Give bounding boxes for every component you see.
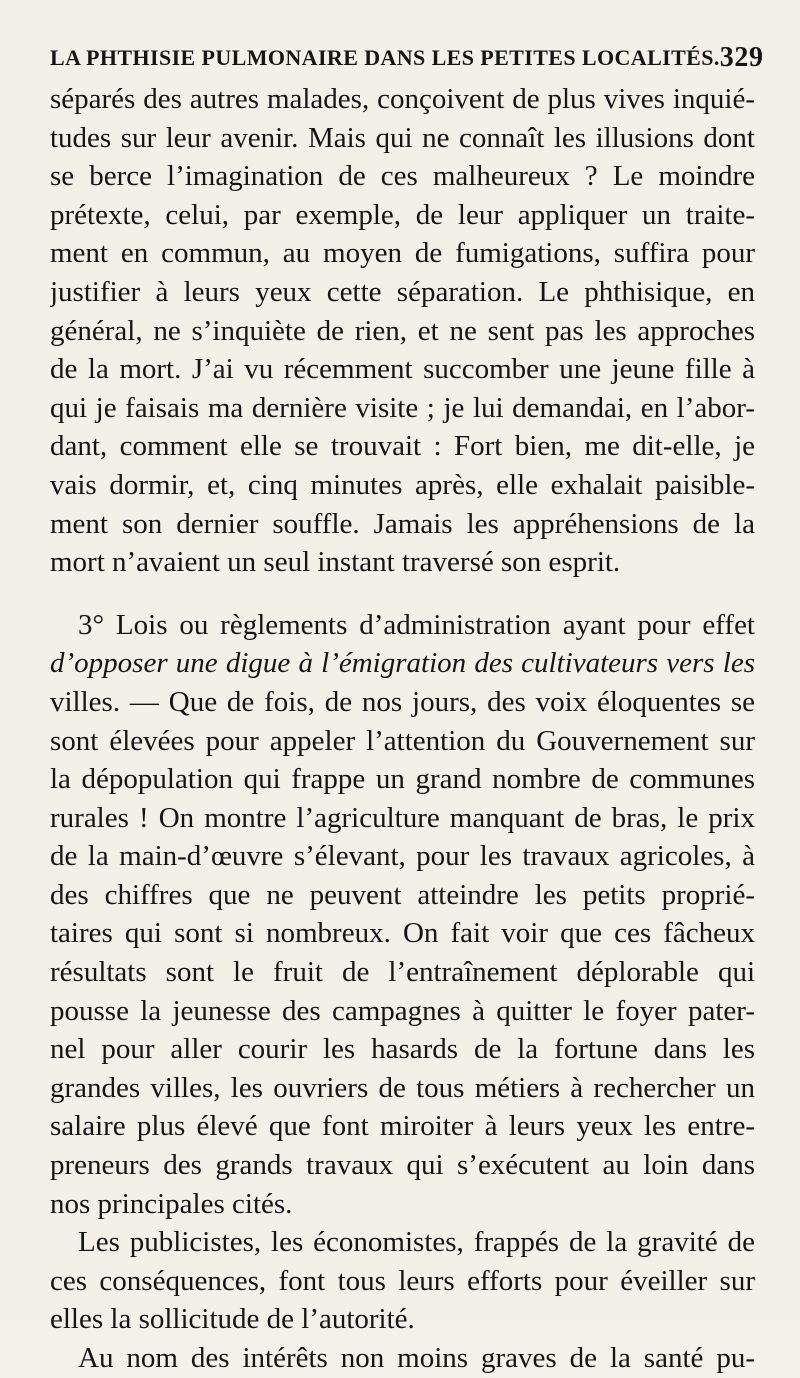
text-line: qui je faisais ma dernière visite ; je lui demandai, en l’abor- [50,391,755,424]
paragraph-1 [50,80,755,582]
text-line: ment son dernier souffle. Jamais les appréhensions de la [50,507,755,540]
text-line: ces conséquences, font tous leurs efforts pour éveiller sur [50,1264,755,1297]
text-line: salaire plus élevé que font miroiter à leurs yeux les entre- [50,1110,755,1143]
text-line: justifier à leurs yeux cette séparation. Le phthisique, en [50,275,755,308]
text-line: tudes sur leur avenir. Mais qui ne connaît les illusions dont [50,121,755,154]
text-line: de la mort. J’ai vu récemment succomber une jeune fille à [50,353,755,386]
paragraph-2 [50,606,755,1224]
text-line: Au nom des intérêts non moins graves de la santé pu- [78,1342,755,1374]
text-line: ment en commun, au moyen de fumigations, suffira pour [50,237,755,270]
paragraph-4 [50,1339,755,1378]
text-line: villes. — Que de fois, de nos jours, des voix éloquentes se [50,685,755,718]
running-head: LA PHTHISIE PULMONAIRE DANS LES PETITES LOCALITÉS. [50,45,720,70]
text-line: Les publicistes, les économistes, frappés de la gravité de [78,1226,755,1259]
text-line: résultats sont le fruit de l’entraînement déplorable qui [50,956,755,989]
paragraph-gap [50,582,755,606]
text-line: prétexte, celui, par exemple, de leur appliquer un traite- [50,198,755,231]
text-line: taires qui sont si nombreux. On fait voir que ces fâcheux [50,917,755,950]
text-line: dant, comment elle se trouvait : Fort bien, me dit-elle, je [50,430,755,463]
text-line: la dépopulation qui frappe un grand nombre de communes [50,763,755,796]
text-line: preneurs des grands travaux qui s’exécutent au loin dans [50,1149,755,1182]
text-line: grandes villes, les ouvriers de tous métiers à rechercher un [50,1071,755,1104]
page-number: 329 [719,42,764,73]
text-line: vais dormir, et, cinq minutes après, elle exhalait paisible- [50,468,755,501]
text-line: sont élevées pour appeler l’attention du Gouvernement sur [50,724,755,757]
page-body [50,80,755,1378]
text-line: d’opposer une digue à l’émigration des cultivateurs vers les [50,647,755,680]
text-line: mort n’avaient un seul instant traversé son esprit. [50,546,621,579]
text-line: des chiffres que ne peuvent atteindre les petits proprié- [50,878,755,911]
text-line: se berce l’imagination de ces malheureux ? Le moindre [50,160,755,193]
text-line: nel pour aller courir les hasards de la fortune dans les [50,1033,755,1066]
text-line: elles la sollicitude de l’autorité. [50,1303,415,1336]
page-header [50,38,764,78]
text-line: séparés des autres malades, conçoivent de plus vives inquié- [50,83,755,115]
text-line: de la main-d’œuvre s’élevant, pour les travaux agricoles, à [50,840,755,873]
text-line: pousse la jeunesse des campagnes à quitter le foyer pater- [50,994,755,1027]
text-line: général, ne s’inquiète de rien, et ne sent pas les approches [50,314,755,347]
text-line: rurales ! On montre l’agriculture manquant de bras, le prix [50,801,755,834]
text-line: nos principales cités. [50,1187,293,1220]
text-line: 3° Lois ou règlements d’administration ayant pour effet [78,608,755,641]
